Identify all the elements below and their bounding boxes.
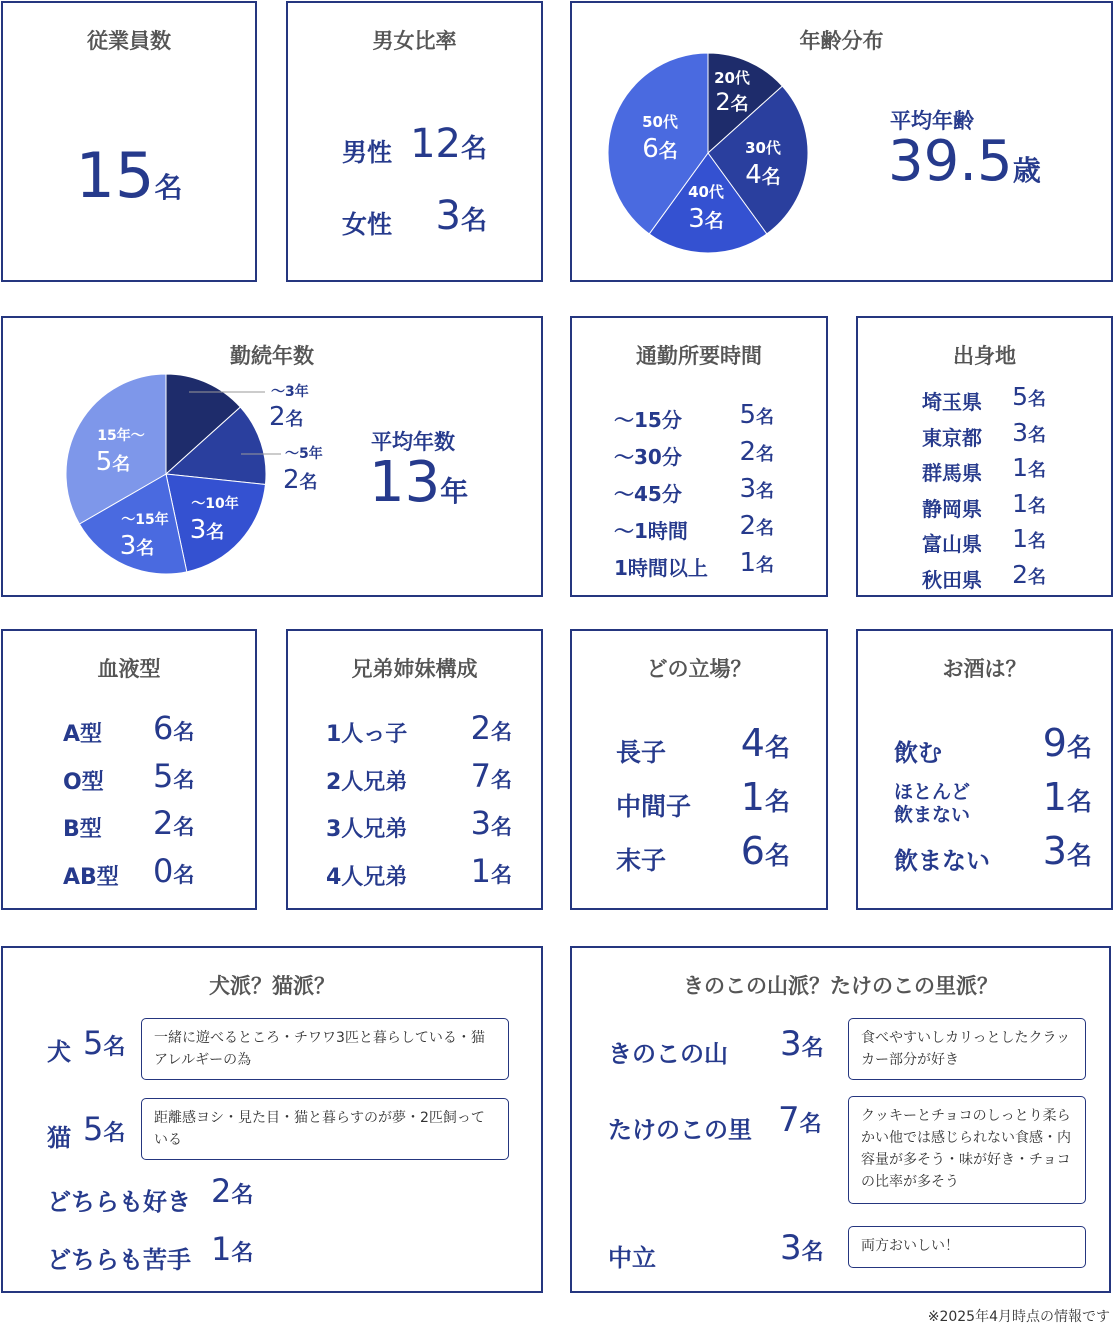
position-card (570, 629, 828, 910)
age-slice-value-30: 4 (745, 160, 762, 190)
birthplace-row-unit: 名 (1028, 531, 1046, 552)
age-slice-unit-20: 名 (730, 94, 749, 115)
siblings-row-value: 2 (470, 709, 491, 747)
commute-row-value: 3 (739, 474, 756, 504)
blood-row-unit: 名 (173, 815, 195, 839)
alcohol-row-value: 1 (1042, 775, 1067, 819)
snacks-card (570, 946, 1111, 1293)
age-slice-unit-30: 名 (761, 166, 781, 188)
birthplace-row-unit: 名 (1028, 424, 1046, 446)
pets-neither-count (211, 1230, 253, 1268)
alcohol-card (856, 629, 1113, 910)
position-row-count (741, 829, 790, 873)
birthplace-row-count (1012, 418, 1046, 447)
commute-row-label: ～45分 (614, 482, 682, 506)
position-row-label: 長子 (616, 738, 667, 767)
snacks-neutral-value: 3 (780, 1228, 802, 1268)
blood-row (63, 709, 203, 757)
birthplace-row-unit: 名 (1028, 460, 1046, 481)
blood-row-value: 2 (153, 804, 174, 842)
birthplace-row (922, 489, 1046, 525)
tenure-slice-label-10y: ～10年 (191, 496, 239, 512)
siblings-row-value: 7 (470, 756, 491, 795)
siblings-row-value: 1 (470, 851, 491, 890)
tenure-slice-label-15y: ～15年 (121, 512, 169, 528)
birthplace-row (922, 382, 1046, 418)
snacks-neutral-note: 両方おいしい！ (848, 1226, 1086, 1268)
alcohol-row-value: 3 (1042, 829, 1067, 873)
tenure-avg-value: 13 (369, 450, 441, 515)
tenure-avg (369, 450, 468, 515)
blood-row-unit: 名 (173, 767, 195, 792)
position-list (616, 721, 790, 883)
position-row (616, 775, 790, 829)
commute-row-unit: 名 (756, 555, 774, 576)
tenure-slice-unit-15y: 名 (136, 538, 155, 559)
snacks-kinoko-label: きのこの山 (608, 1040, 728, 1068)
siblings-row-label: 3人兄弟 (326, 817, 408, 842)
gender-title: 男女比率 (372, 29, 457, 53)
tenure-title: 勤続年数 (230, 344, 314, 368)
age-slice-label-30: 30代 (745, 139, 781, 157)
blood-row-label: B型 (63, 817, 102, 842)
birthplace-row-label: 群馬県 (922, 461, 982, 485)
siblings-row-value: 3 (470, 804, 491, 842)
gender-male-value: 12 (410, 121, 461, 167)
birthplace-row-unit: 名 (1028, 389, 1046, 410)
employees-title: 従業員数 (87, 29, 171, 53)
siblings-row-label: 4人兄弟 (326, 864, 408, 890)
tenure-slice-label-over15: 15年～ (97, 428, 145, 444)
blood-row (63, 757, 203, 805)
birthplace-row-count (1012, 453, 1046, 482)
birthplace-row-value: 3 (1012, 417, 1028, 447)
alcohol-row-unit: 名 (1066, 841, 1092, 870)
siblings-row-count (471, 757, 512, 795)
blood-row-unit: 名 (173, 720, 195, 744)
pets-cat-note: 距離感ヨシ・見た目・猫と暮らすのが夢・2匹飼っている (141, 1098, 509, 1160)
pets-cat-value: 5 (83, 1110, 104, 1148)
blood-row-value: 5 (153, 756, 174, 795)
alcohol-row (894, 829, 1092, 883)
birthplace-row-count (1012, 524, 1046, 553)
alcohol-row-label: 飲む (894, 739, 942, 767)
gender-card (286, 1, 543, 282)
siblings-row (326, 852, 512, 900)
tenure-avg-unit: 年 (440, 475, 469, 508)
pets-dog-value: 5 (83, 1024, 104, 1062)
siblings-row-unit: 名 (491, 767, 512, 792)
alcohol-row-count (1043, 829, 1092, 873)
alcohol-row-count (1043, 721, 1092, 765)
siblings-row-count (471, 804, 512, 842)
position-row-label: 末子 (616, 846, 667, 875)
snacks-takenoko-count (778, 1100, 822, 1140)
gender-male-unit: 名 (460, 134, 487, 164)
siblings-card (286, 629, 543, 910)
birthplace-row-count (1012, 560, 1046, 589)
alcohol-list (894, 721, 1092, 883)
age-card (570, 1, 1113, 282)
tenure-slice-unit-10y: 名 (206, 522, 225, 543)
pets-dog-count (83, 1024, 125, 1062)
alcohol-row-unit: 名 (1066, 733, 1092, 762)
birthplace-row (922, 418, 1046, 454)
age-avg-unit: 歳 (1012, 154, 1041, 187)
siblings-row-count (471, 709, 512, 747)
blood-row-count (153, 757, 194, 795)
tenure-slice-value-10y: 3 (189, 515, 207, 545)
tenure-slice-value-5y: 2 (283, 465, 300, 495)
birthplace-card (856, 316, 1113, 597)
commute-row-value: 5 (739, 400, 756, 430)
age-avg-value: 39.5 (888, 129, 1013, 194)
position-row-value: 6 (740, 829, 765, 873)
birthplace-row-value: 1 (1012, 453, 1028, 482)
commute-row-unit: 名 (756, 481, 774, 502)
blood-row-label: AB型 (63, 864, 119, 890)
birthplace-row-unit: 名 (1028, 495, 1046, 517)
position-row-label: 中間子 (616, 792, 692, 821)
pets-title: 犬派？猫派？ (209, 974, 335, 998)
commute-row-unit: 名 (756, 407, 774, 428)
age-slice-value-50: 6 (642, 134, 659, 164)
birthplace-row (922, 524, 1046, 560)
commute-row-label: 1時間以上 (614, 556, 708, 580)
commute-row-label: ～30分 (614, 445, 682, 469)
siblings-title: 兄弟姉妹構成 (351, 657, 478, 681)
employees-unit: 名 (154, 171, 183, 204)
birthplace-row-value: 2 (1012, 559, 1028, 589)
snacks-takenoko-unit: 名 (799, 1112, 822, 1137)
birthplace-row-label: 静岡県 (922, 496, 982, 521)
snacks-kinoko-count (780, 1024, 824, 1064)
tenure-slice-count-3y (269, 402, 304, 432)
birthplace-row-value: 1 (1012, 524, 1028, 553)
pets-cat-unit: 名 (103, 1121, 126, 1146)
birthplace-list (922, 382, 1046, 595)
pets-card (1, 946, 543, 1293)
siblings-row-count (471, 852, 512, 890)
alcohol-row-unit: 名 (1066, 787, 1092, 816)
position-row (616, 829, 790, 883)
birthplace-row-count (1012, 489, 1046, 518)
pets-both-unit: 名 (231, 1183, 254, 1208)
siblings-list (326, 709, 512, 899)
siblings-row (326, 757, 512, 805)
snacks-takenoko-label: たけのこの里 (608, 1116, 752, 1144)
commute-card (570, 316, 828, 597)
age-slice-value-40: 3 (688, 204, 705, 234)
birthplace-row-count (1012, 382, 1046, 411)
gender-female-value: 3 (435, 193, 461, 239)
birthplace-row-label: 埼玉県 (922, 390, 982, 414)
position-row-count (741, 775, 790, 819)
commute-row-label: ～1時間 (614, 519, 688, 543)
age-slice-label-40: 40代 (688, 183, 724, 201)
pets-dog-note: 一緒に遊べるところ・チワワ3匹と暮らしている・猫アレルギーの為 (141, 1018, 509, 1080)
commute-row (614, 548, 774, 585)
pets-cat-label: 猫 (47, 1124, 71, 1152)
alcohol-row-label (894, 781, 970, 827)
tenure-slice-unit-5y: 名 (299, 472, 318, 493)
snacks-neutral-unit: 名 (801, 1240, 824, 1265)
age-slice-value-20: 2 (715, 88, 731, 116)
pets-dog-unit: 名 (103, 1035, 126, 1060)
position-row-count (741, 721, 790, 765)
tenure-slice-unit-3y: 名 (285, 409, 304, 430)
alcohol-row-label-line2: 飲まない (894, 804, 971, 826)
alcohol-row-value: 9 (1042, 721, 1067, 765)
birthplace-row-value: 1 (1012, 488, 1028, 518)
siblings-row-label: 1人っ子 (326, 722, 408, 747)
commute-row-unit: 名 (756, 444, 774, 465)
position-row-unit: 名 (764, 841, 790, 870)
position-row-value: 4 (740, 721, 765, 765)
blood-card (1, 629, 257, 910)
position-row-unit: 名 (764, 787, 790, 816)
snacks-neutral-label: 中立 (608, 1244, 656, 1272)
siblings-row-unit: 名 (491, 815, 512, 839)
commute-row-count (739, 474, 774, 504)
employees-value: 15 (75, 139, 155, 212)
age-avg-label: 平均年齢 (890, 109, 974, 133)
commute-row (614, 437, 774, 474)
snacks-kinoko-unit: 名 (801, 1036, 824, 1061)
siblings-row-unit: 名 (491, 720, 512, 744)
tenure-slice-label-3y: ～3年 (271, 384, 309, 400)
age-slice-label-50: 50代 (642, 113, 678, 131)
blood-row-count (153, 709, 194, 747)
siblings-row (326, 804, 512, 852)
commute-row-unit: 名 (756, 518, 774, 539)
gender-female-unit: 名 (460, 206, 487, 236)
birthplace-title: 出身地 (953, 344, 1016, 368)
birthplace-row (922, 560, 1046, 596)
blood-row (63, 852, 203, 900)
pets-both-label: どちらも好き (47, 1188, 191, 1216)
blood-row-value: 6 (153, 709, 174, 747)
alcohol-row-count (1043, 775, 1092, 819)
age-title: 年齢分布 (799, 29, 884, 53)
commute-row-count (739, 511, 774, 541)
gender-male-label: 男性 (342, 138, 393, 167)
commute-row-count (739, 400, 774, 430)
birthplace-row-label: 富山県 (922, 532, 982, 556)
blood-row-label: O型 (63, 769, 104, 795)
siblings-row (326, 709, 512, 757)
commute-row (614, 400, 774, 437)
employees-count (3, 139, 255, 212)
tenure-slice-value-15y: 3 (119, 531, 137, 561)
position-row (616, 721, 790, 775)
alcohol-row-label: 飲まない (894, 847, 990, 875)
pets-neither-label: どちらも苦手 (47, 1246, 191, 1274)
blood-row-count (153, 852, 194, 890)
snacks-neutral-count (780, 1228, 824, 1268)
tenure-slice-count-5y (283, 465, 318, 495)
age-avg (888, 129, 1041, 194)
commute-row (614, 474, 774, 511)
commute-row-value: 2 (739, 511, 756, 541)
siblings-row-unit: 名 (491, 862, 512, 887)
alcohol-row (894, 775, 1092, 829)
tenure-slice-label-5y: ～5年 (285, 446, 323, 462)
pets-both-value: 2 (211, 1172, 232, 1210)
birthplace-row-unit: 名 (1028, 566, 1046, 588)
alcohol-title: お酒は？ (942, 657, 1027, 681)
gender-female-count (436, 193, 487, 239)
alcohol-row-label-line1: ほとんど (894, 781, 971, 803)
siblings-row-label: 2人兄弟 (326, 769, 408, 795)
tenure-slice-value-over15: 5 (95, 447, 113, 477)
snacks-title: きのこの山派？たけのこの里派？ (683, 974, 998, 998)
birthplace-row-label: 東京都 (922, 425, 982, 450)
employees-card (1, 1, 257, 282)
position-title: どの立場？ (646, 657, 752, 681)
pets-cat-count (83, 1110, 125, 1148)
snacks-takenoko-note: クッキーとチョコのしっとり柔らかい他では感じられない食感・内容量が多そう・味が好き・チョコの比率が多そう (848, 1096, 1086, 1204)
birthplace-row-label: 秋田県 (922, 567, 982, 592)
snacks-takenoko-value: 7 (778, 1100, 800, 1140)
pets-neither-value: 1 (211, 1230, 232, 1268)
commute-row-value: 2 (739, 437, 756, 467)
commute-list (614, 400, 774, 585)
alcohol-row (894, 721, 1092, 775)
birthplace-row (922, 453, 1046, 489)
blood-list (63, 709, 203, 899)
tenure-avg-label: 平均年数 (371, 430, 455, 454)
snacks-kinoko-note: 食べやすいしカリっとしたクラッカー部分が好き (848, 1018, 1086, 1080)
position-row-unit: 名 (764, 733, 790, 762)
blood-title: 血液型 (97, 657, 161, 681)
footnote: ※2025年4月時点の情報です (927, 1309, 1110, 1325)
commute-row-count (739, 548, 774, 578)
pets-both-count (211, 1172, 253, 1210)
commute-row-count (739, 437, 774, 467)
position-row-value: 1 (740, 775, 765, 819)
blood-row-unit: 名 (173, 862, 195, 887)
birthplace-row-value: 5 (1012, 382, 1028, 411)
blood-row-value: 0 (153, 851, 174, 890)
age-slice-unit-50: 名 (658, 140, 678, 162)
commute-row-value: 1 (739, 548, 756, 578)
blood-row (63, 804, 203, 852)
gender-male-count (410, 121, 487, 167)
commute-row-label: ～15分 (614, 408, 682, 432)
commute-title: 通勤所要時間 (636, 344, 762, 368)
age-slice-unit-40: 名 (704, 210, 724, 232)
tenure-slice-value-3y: 2 (269, 402, 286, 432)
snacks-kinoko-value: 3 (780, 1024, 802, 1064)
blood-row-count (153, 804, 194, 842)
pets-neither-unit: 名 (231, 1241, 254, 1266)
age-slice-label-20: 20代 (714, 69, 750, 87)
tenure-card (1, 316, 543, 597)
pets-dog-label: 犬 (47, 1038, 71, 1066)
commute-row (614, 511, 774, 548)
gender-female-label: 女性 (342, 210, 393, 239)
tenure-slice-unit-over15: 名 (112, 454, 131, 475)
blood-row-label: A型 (63, 722, 103, 747)
